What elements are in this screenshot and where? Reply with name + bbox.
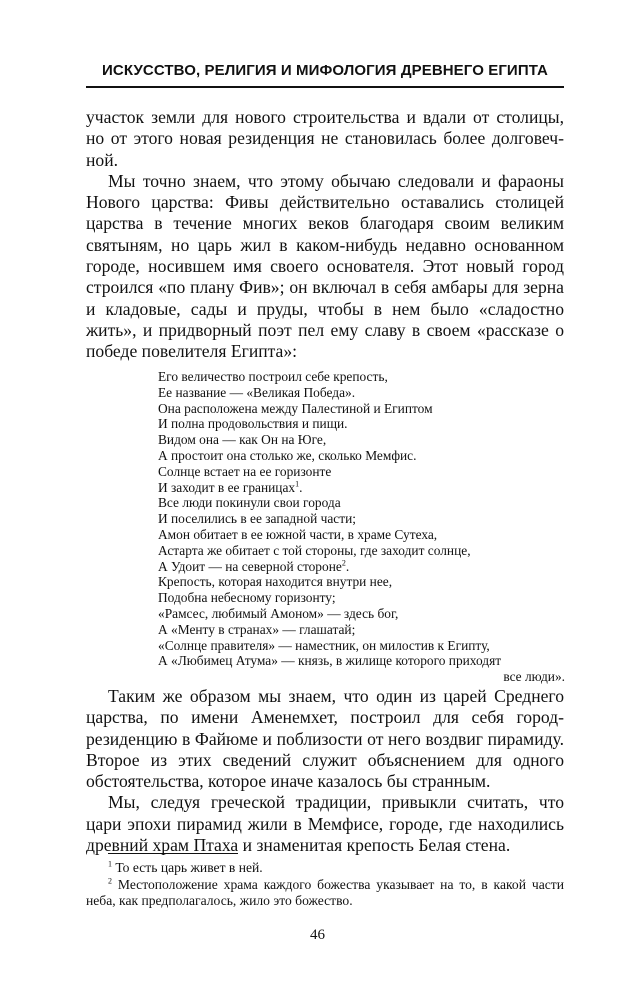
poem-quote: [158, 369, 565, 685]
poem-line: А простоит она столько же, сколько Мемфис.: [158, 447, 417, 463]
footnote: $^2$ Местоположение храма каждого божества указывает на то, в какой части неба, как предполагалось, жило это божество.: [86, 875, 564, 908]
poem-line: И поселились в ее западной части;: [158, 511, 356, 527]
paragraph: Таким же образом мы знаем, что один из царей Среднего царства, по имени Аменемхет, построил для себя город-резиденцию в Файюме и поблизости от него воздвиг пирамиду. Второе из этих сведений служит объяснением для одного обстоятельства, которое иначе казалось бы странным.: [86, 686, 564, 792]
footnote-ref: 1: [295, 479, 300, 489]
footnote: $^1$ То есть царь живет в ней.: [108, 859, 263, 875]
poem-line: Солнце встает на ее горизонте: [158, 463, 332, 479]
poem-line: все люди».: [503, 669, 565, 685]
poem-line: Его величество построил себе крепость,: [158, 369, 388, 384]
poem-line: Она расположена между Палестиной и Египтом: [158, 400, 433, 416]
poem-line: Амон обитает в ее южной части, в храме Сутеха,: [158, 526, 438, 542]
poem-line: Астарта же обитает с той стороны, где заходит солнце,: [158, 542, 471, 558]
paragraph: участок земли для нового строительства и вдали от столицы, но от этого новая резиденция не становилась более долговечной.: [86, 107, 564, 170]
running-header: ИСКУССТВО, РЕЛИГИЯ И МИФОЛОГИЯ ДРЕВНЕГО ЕГИПТА: [102, 62, 548, 79]
poem-line: А Удоит — на северной стороне$^2$.: [158, 558, 350, 574]
paragraph: Мы, следуя греческой традиции, привыкли считать, что цари эпохи пирамид жили в Мемфисе, городе, где находились древний храм Птаха и знаменитая крепость Белая стена.: [86, 792, 564, 856]
poem-line: Все люди покинули свои города: [158, 495, 341, 511]
paragraph: Мы точно знаем, что этому обычаю следовали и фараоны Нового царства: Фивы действительно оставались столицей царства в течение многих веков благодаря своим великим святыням, но царь жил в каком-нибудь недавно основанном городе, носившем имя своего основателя. Этот новый город строился «по плану Фив»; он включал в себя амбары для зерна и кладовые, сады и пруды, чтобы в нем было «сладостно жить», и придворный поэт пел ему славу в своем «рассказе о победе повелителя Египта»:: [86, 170, 564, 362]
poem-line: И заходит в ее границах$^1$.: [158, 479, 303, 495]
text-block-bottom: [86, 686, 564, 856]
footnotes: [86, 860, 564, 910]
poem-line: А «Менту в странах» — глашатай;: [158, 621, 356, 637]
poem-line: «Рамсес, любимый Амоном» — здесь бог,: [158, 605, 399, 621]
poem-line: А «Любимец Атума» — князь, в жилище которого приходят: [158, 653, 502, 669]
poem-line: Крепость, которая находится внутри нее,: [158, 574, 393, 590]
header-rule: [86, 86, 564, 88]
poem-line: Подобна небесному горизонту;: [158, 590, 336, 606]
poem-line: Видом она — как Он на Юге,: [158, 432, 327, 448]
poem-line: «Солнце правителя» — наместник, он милостив к Египту,: [158, 637, 490, 653]
text-block-top: [86, 107, 564, 363]
poem-line: И полна продовольствия и пищи.: [158, 416, 348, 432]
footnote-ref: 2: [341, 558, 346, 568]
poem-line: Ее название — «Великая Победа».: [158, 384, 356, 400]
footnote-rule: [108, 853, 238, 854]
page-number: 46: [310, 927, 325, 943]
